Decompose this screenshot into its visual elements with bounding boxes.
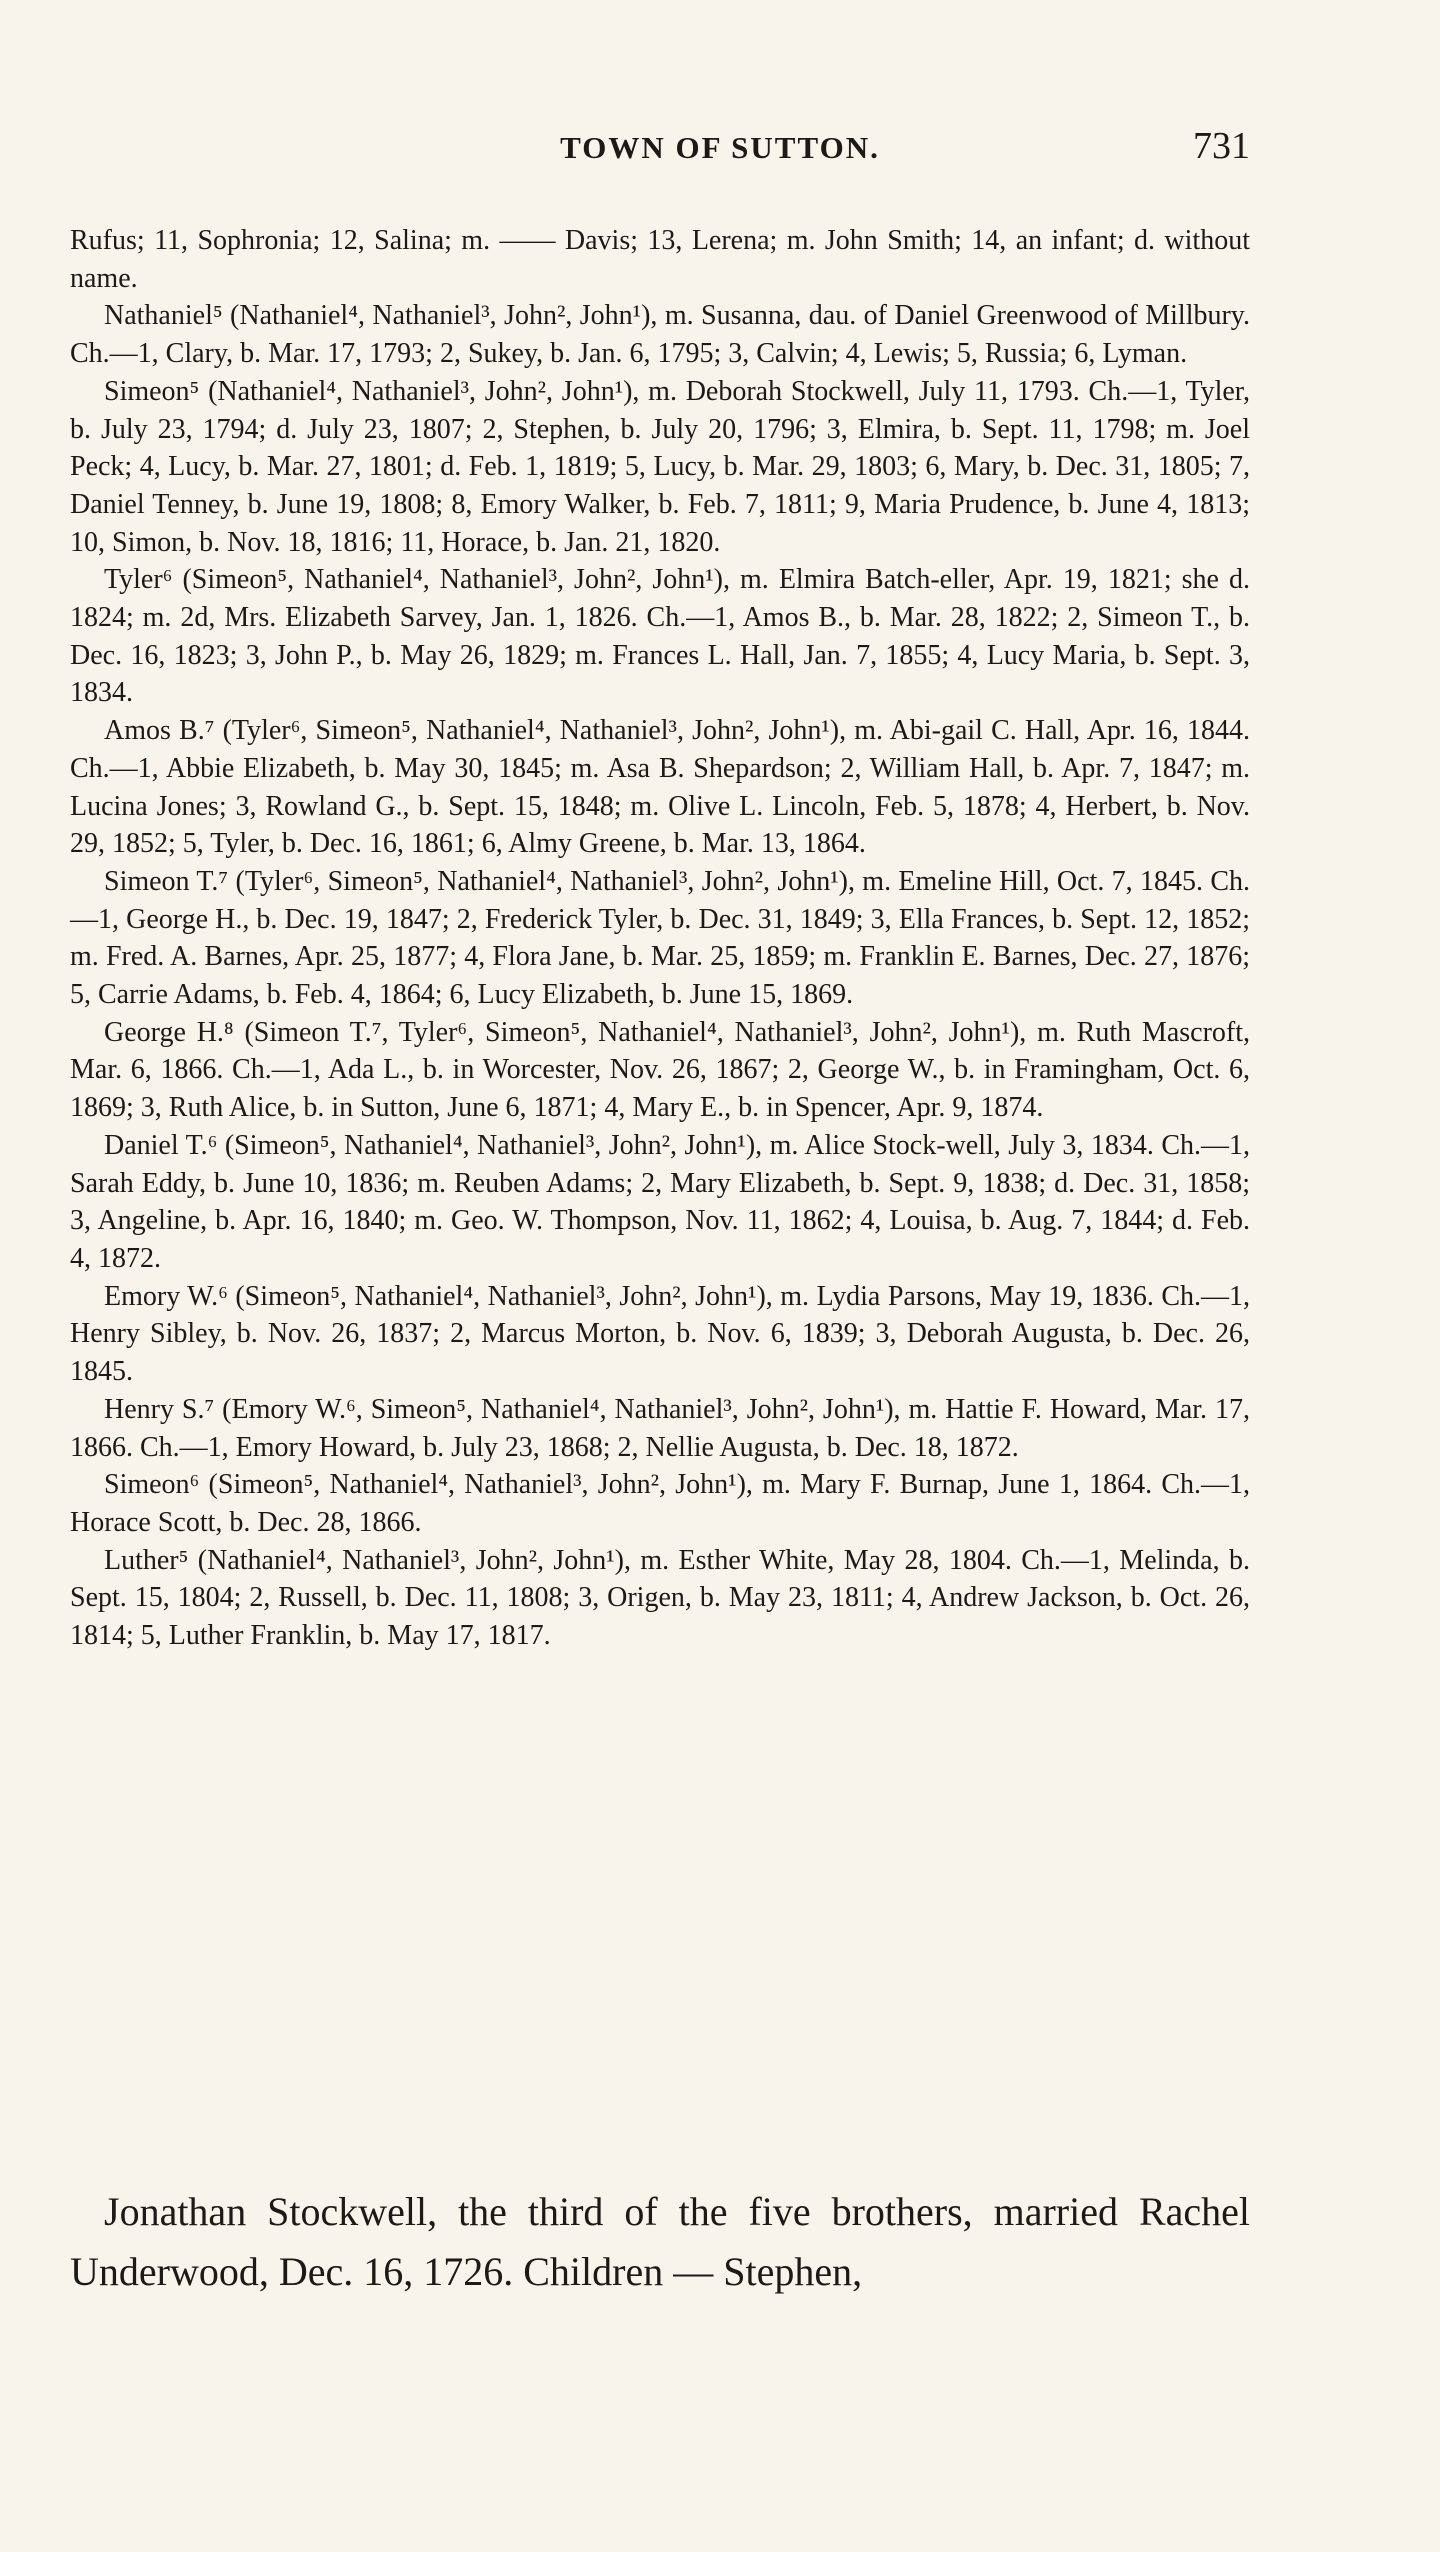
paragraph-george-h8: George H.⁸ (Simeon T.⁷, Tyler⁶, Simeon⁵, Nathaniel⁴, Nathaniel³, John², John¹), m. Ruth Mascroft, Mar. 6, 1866. Ch.—1, Ada L., b. in Worcester, Nov. 26, 1867; 2, George W., b. in Framingham, Oct. 6, 1869; 3, Ruth Alice, b. in Sutton, June 6, 1871; 4, Mary E., b. in Spencer, Apr. 9, 1874. bbox=[70, 1016, 1250, 1124]
paragraph-simeon-t7: Simeon T.⁷ (Tyler⁶, Simeon⁵, Nathaniel⁴, Nathaniel³, John², John¹), m. Emeline Hill, Oct. 7, 1845. Ch.—1, George H., b. Dec. 19, 1847; 2, Frederick Tyler, b. Dec. 31, 1849; 3, Ella Frances, b. Sept. 12, 1852; m. Fred. A. Barnes, Apr. 25, 1877; 4, Flora Jane, b. Mar. 25, 1859; m. Franklin E. Barnes, Dec. 27, 1876; 5, Carrie Adams, b. Feb. 4, 1864; 6, Lucy Elizabeth, b. June 15, 1869. bbox=[70, 865, 1250, 1011]
paragraph-simeon5: Simeon⁵ (Nathaniel⁴, Nathaniel³, John², John¹), m. Deborah Stockwell, July 11, 1793. Ch.—1, Tyler, b. July 23, 1794; d. July 23, 1807; 2, Stephen, b. July 20, 1796; 3, Elmira, b. Sept. 11, 1798; m. Joel Peck; 4, Lucy, b. Mar. 27, 1801; d. Feb. 1, 1819; 5, Lucy, b. Mar. 29, 1803; 6, Mary, b. Dec. 31, 1805; 7, Daniel Tenney, b. June 19, 1808; 8, Emory Walker, b. Feb. 7, 1811; 9, Maria Prudence, b. June 4, 1813; 10, Simon, b. Nov. 18, 1816; 11, Horace, b. Jan. 21, 1820. bbox=[70, 375, 1250, 558]
paragraph-nathaniel5: Nathaniel⁵ (Nathaniel⁴, Nathaniel³, John², John¹), m. Susanna, dau. of Daniel Greenwood of Millbury. Ch.—1, Clary, b. Mar. 17, 1793; 2, Sukey, b. Jan. 6, 1795; 3, Calvin; 4, Lewis; 5, Russia; 6, Lyman. bbox=[70, 300, 1250, 370]
paragraph-amos-b7: Amos B.⁷ (Tyler⁶, Simeon⁵, Nathaniel⁴, Nathaniel³, John², John¹), m. Abi-gail C. Hall, Apr. 16, 1844. Ch.—1, Abbie Elizabeth, b. May 30, 1845; m. Asa B. Shepardson; 2, William Hall, b. Apr. 7, 1847; m. Lucina Jones; 3, Rowland G., b. Sept. 15, 1848; m. Olive L. Lincoln, Feb. 5, 1878; 4, Herbert, b. Nov. 29, 1852; 5, Tyler, b. Dec. 16, 1861; 6, Almy Greene, b. Mar. 13, 1864. bbox=[70, 715, 1250, 860]
page-number: 731 bbox=[1193, 125, 1250, 167]
paragraph-luther5: Luther⁵ (Nathaniel⁴, Nathaniel³, John², John¹), m. Esther White, May 28, 1804. Ch.—1, Melinda, b. Sept. 15, 1804; 2, Russell, b. Dec. 11, 1808; 3, Origen, b. May 23, 1811; 4, Andrew Jackson, b. Oct. 26, 1814; 5, Luther Franklin, b. May 17, 1817. bbox=[70, 1544, 1250, 1652]
genealogy-text bbox=[70, 222, 1250, 1655]
closing-paragraph-jonathan: Jonathan Stockwell, the third of the five brothers, married Rachel Underwood, Dec. 16, 1726. Children — Stephen, bbox=[70, 2189, 1250, 2294]
paragraph-daniel-t6: Daniel T.⁶ (Simeon⁵, Nathaniel⁴, Nathaniel³, John², John¹), m. Alice Stock-well, July 3, 1834. Ch.—1, Sarah Eddy, b. June 10, 1836; m. Reuben Adams; 2, Mary Elizabeth, b. Sept. 9, 1838; d. Dec. 31, 1858; 3, Angeline, b. Apr. 16, 1840; m. Geo. W. Thompson, Nov. 11, 1862; 4, Louisa, b. Aug. 7, 1844; d. Feb. 4, 1872. bbox=[70, 1129, 1250, 1274]
page-header bbox=[0, 125, 1440, 180]
paragraph-tyler6: Tyler⁶ (Simeon⁵, Nathaniel⁴, Nathaniel³, John², John¹), m. Elmira Batch-eller, Apr. 19, 1821; she d. 1824; m. 2d, Mrs. Elizabeth Sarvey, Jan. 1, 1826. Ch.—1, Amos B., b. Mar. 28, 1822; 2, Simeon T., b. Dec. 16, 1823; 3, John P., b. May 26, 1829; m. Frances L. Hall, Jan. 7, 1855; 4, Lucy Maria, b. Sept. 3, 1834. bbox=[70, 564, 1250, 709]
paragraph-emory-w6: Emory W.⁶ (Simeon⁵, Nathaniel⁴, Nathaniel³, John², John¹), m. Lydia Parsons, May 19, 1836. Ch.—1, Henry Sibley, b. Nov. 26, 1837; 2, Marcus Morton, b. Nov. 6, 1839; 3, Deborah Augusta, b. Dec. 26, 1845. bbox=[70, 1280, 1250, 1388]
paragraph-rufus-continuation: Rufus; 11, Sophronia; 12, Salina; m. —— Davis; 13, Lerena; m. John Smith; 14, an infant; d. without name. bbox=[70, 225, 1250, 294]
paragraph-simeon6: Simeon⁶ (Simeon⁵, Nathaniel⁴, Nathaniel³, John², John¹), m. Mary F. Burnap, June 1, 1864. Ch.—1, Horace Scott, b. Dec. 28, 1866. bbox=[70, 1469, 1250, 1538]
running-title: TOWN OF SUTTON. bbox=[560, 130, 880, 165]
paragraph-henry-s7: Henry S.⁷ (Emory W.⁶, Simeon⁵, Nathaniel⁴, Nathaniel³, John², John¹), m. Hattie F. Howard, Mar. 17, 1866. Ch.—1, Emory Howard, b. July 23, 1868; 2, Nellie Augusta, b. Dec. 18, 1872. bbox=[70, 1393, 1250, 1463]
